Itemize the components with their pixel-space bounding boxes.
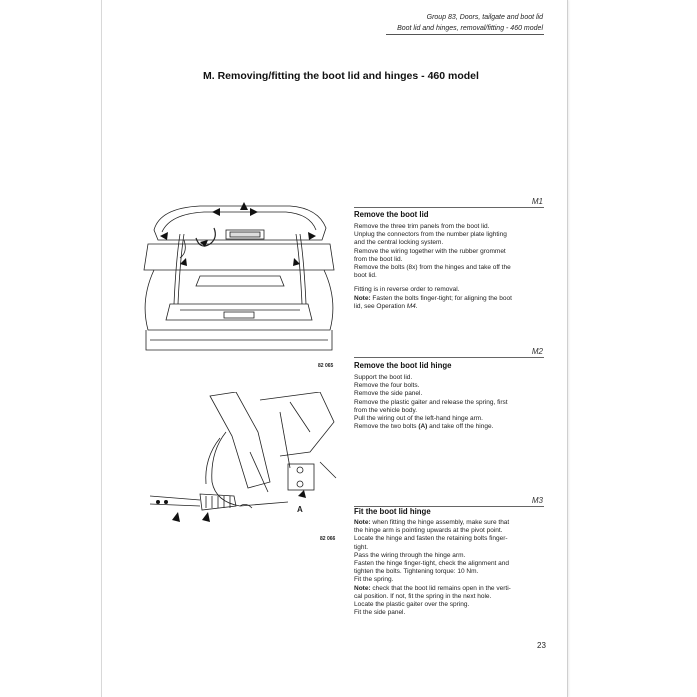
body-line	[354, 423, 544, 431]
body-line: Unplug the connectors from the number plate lighting	[354, 231, 507, 239]
callout-ref: (A)	[418, 423, 428, 431]
hinge-illustration	[140, 392, 338, 532]
note-text: lid, see Operation	[354, 302, 407, 310]
page-title: M. Removing/fitting the boot lid and hinges - 460 model	[203, 70, 479, 82]
body-line: and the central locking system.	[354, 239, 444, 247]
body-line: Support the boot lid.	[354, 374, 413, 381]
section-body	[354, 519, 544, 617]
operation-code: M3	[531, 496, 543, 505]
body-line: cal position. If not, fit the spring in the next hole.	[354, 592, 492, 600]
body-line: Remove the plastic gaiter and release the spring, first	[354, 398, 508, 406]
body-text: Remove the two bolts	[354, 423, 419, 431]
body-line: Pull the wiring out of the left-hand hinge arm.	[354, 415, 483, 423]
body-line: Remove the side panel.	[354, 390, 423, 398]
body-line: Fasten the hinge finger-tight, check the alignment and	[354, 560, 510, 568]
header-group: Group 83, Doors, tailgate and boot lid	[426, 14, 543, 21]
figure-number: 82 065	[318, 363, 334, 369]
note-line	[354, 295, 544, 303]
section-body	[354, 223, 544, 311]
body-line: Locate the hinge and fasten the retaining bolts finger-	[354, 535, 508, 543]
operation-code: M1	[531, 197, 543, 206]
section-heading: Remove the boot lid	[354, 210, 429, 219]
note-label: Note:	[354, 584, 371, 592]
note-text: Fasten the bolts finger-tight; for aligning the boot	[370, 294, 512, 302]
operation-ref: M4	[406, 302, 416, 310]
header-rule	[386, 34, 544, 35]
body-line: Remove the three trim panels from the boot lid.	[354, 223, 490, 230]
section-rule	[354, 207, 544, 208]
body-line: Fitting is in reverse order to removal.	[354, 286, 460, 294]
section-heading: Fit the boot lid hinge	[354, 507, 431, 516]
note-line	[354, 519, 544, 527]
body-line: tighten the bolts. Tightening torque: 10 Nm.	[354, 568, 479, 576]
body-line: Pass the wiring through the hinge arm.	[354, 551, 466, 559]
note-label: Note:	[354, 294, 371, 302]
body-line: from the boot lid.	[354, 255, 403, 263]
note-line	[354, 303, 544, 311]
operation-code: M2	[531, 347, 543, 356]
section-body	[354, 374, 544, 431]
section-heading: Remove the boot lid hinge	[354, 361, 452, 370]
figure-number: 82 066	[320, 536, 336, 542]
note-line	[354, 585, 544, 593]
page-number: 23	[537, 641, 546, 650]
body-line: Remove the four bolts.	[354, 382, 420, 390]
section-rule	[354, 357, 544, 358]
body-line: boot lid.	[354, 272, 377, 280]
note-label: Note:	[354, 519, 371, 526]
callout-a: A	[297, 505, 303, 514]
note-text: .	[415, 302, 418, 310]
body-line: tight.	[354, 543, 369, 551]
body-line: Fit the spring.	[354, 576, 394, 584]
body-text: and take off the hinge.	[427, 423, 494, 431]
header-subject: Boot lid and hinges, removal/fitting - 460 model	[397, 25, 543, 32]
body-line: from the vehicle body.	[354, 406, 418, 414]
body-line: Fit the side panel.	[354, 609, 406, 617]
body-line: Locate the plastic gaiter over the spring.	[354, 601, 470, 609]
boot-lid-illustration	[140, 200, 338, 370]
body-line: Remove the wiring together with the rubber grommet	[354, 247, 506, 255]
note-text: when fitting the hinge assembly, make sure that	[370, 519, 510, 526]
body-line: Remove the bolts (8x) from the hinges and take off the	[354, 264, 511, 272]
body-line: the hinge arm is pointing upwards at the pivot point.	[354, 527, 503, 535]
note-text: check that the boot lid remains open in the verti-	[370, 584, 511, 592]
